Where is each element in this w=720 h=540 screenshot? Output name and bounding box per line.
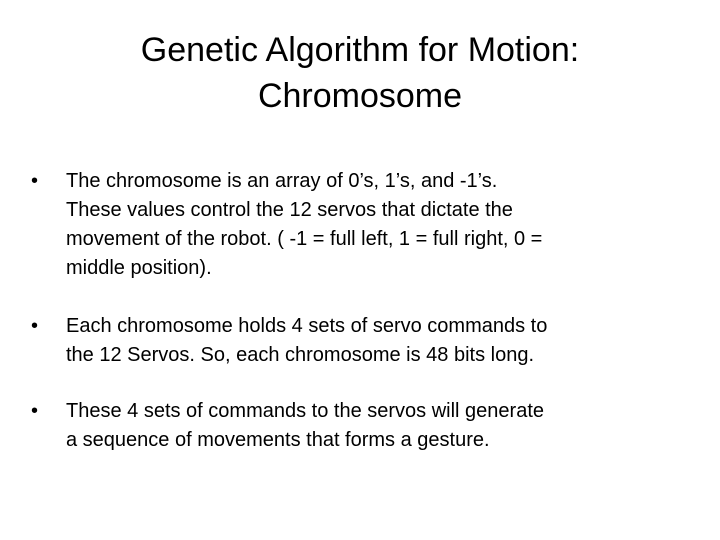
slide-title-line: Genetic Algorithm for Motion:: [140, 31, 580, 69]
bullet-marker: •: [31, 315, 39, 337]
bullet-text-line: These values control the 12 servos that dictate the: [66, 199, 513, 221]
bullet-text: [66, 167, 681, 283]
bullet-item-servo-commands: [31, 312, 681, 370]
bullet-marker: •: [31, 400, 39, 422]
bullet-item-chromosome-array: [31, 167, 681, 283]
bullet-text-line: These 4 sets of commands to the servos will generate: [66, 400, 545, 422]
bullet-text-line: the 12 Servos. So, each chromosome is 48 bits long.: [66, 344, 535, 366]
bullet-text-line: Each chromosome holds 4 sets of servo commands to: [66, 315, 548, 337]
bullet-text: [66, 312, 681, 370]
bullet-text-line: movement of the robot. ( -1 = full left, 1 = full right, 0 =: [66, 228, 543, 250]
bullet-text-line: middle position).: [66, 257, 212, 279]
bullet-marker: •: [31, 170, 39, 192]
bullet-text-line: a sequence of movements that forms a gesture.: [66, 429, 490, 451]
bullet-text: [66, 397, 681, 455]
bullet-item-gesture-sequence: [31, 397, 681, 455]
slide-title-line: Chromosome: [257, 77, 463, 115]
bullet-text-line: The chromosome is an array of 0’s, 1’s, and -1’s.: [66, 170, 498, 192]
